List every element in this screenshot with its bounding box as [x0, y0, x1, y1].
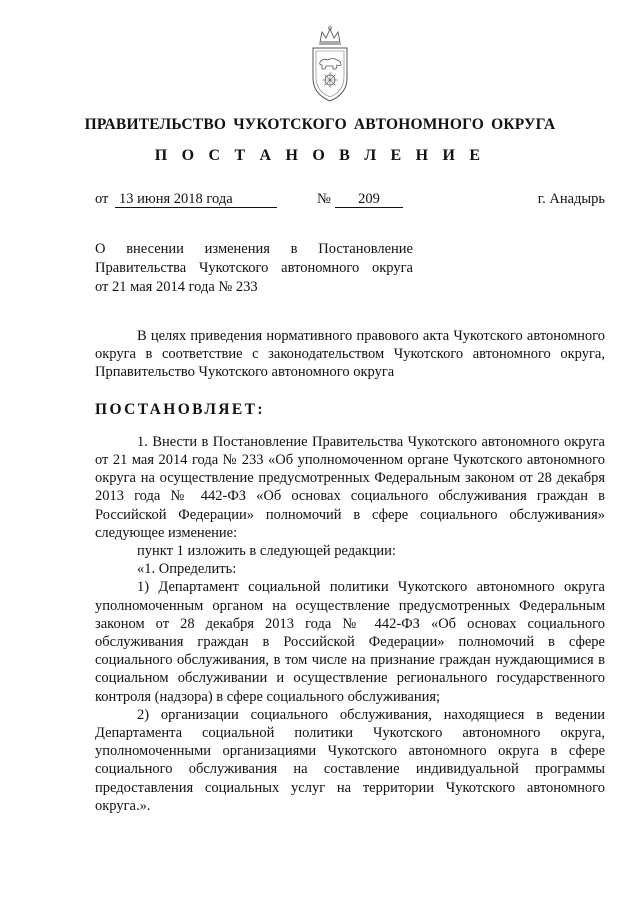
government-title: ПРАВИТЕЛЬСТВО ЧУКОТСКОГО АВТОНОМНОГО ОКРУГА	[84, 116, 556, 133]
document-type-title: П О С Т А Н О В Л Е Н И Е	[154, 147, 486, 164]
number-label: №	[317, 191, 331, 207]
coat-of-arms-emblem	[306, 22, 354, 106]
document-subject	[95, 240, 413, 297]
document-number: 209	[335, 191, 403, 208]
document-date: 13 июня 2018 года	[115, 191, 277, 208]
body-paragraph: «1. Определить:	[137, 561, 237, 578]
date-number-line	[95, 191, 605, 211]
date-from-label: от	[95, 191, 109, 207]
preamble-paragraph: В целях приведения нормативного правового акта Чукотского автономного округа в соответствие с законодательством Чукотского автономного округа, Прпавительство Чукотского автономного округа	[95, 328, 605, 381]
subject-line: от 21 мая 2014 года № 233	[95, 279, 258, 295]
subject-line: Правительства Чукотского автономного округа	[95, 260, 413, 276]
body-paragraph: 1. Внести в Постановление Правительства Чукотского автономного округа от 21 мая 2014 года № 233 «Об уполномоченном органе Чукотского автономного округа на осуществление предусмотренных Федеральным законом от 28 декабря 2013 года № 442-ФЗ «Об основах социального обслуживания граждан в Российской Федерации» полномочий в сфере социального обслуживания» следующее изменение:	[95, 433, 605, 541]
document-body	[95, 327, 605, 815]
body-paragraph: пункт 1 изложить в следующей редакции:	[137, 543, 396, 560]
body-paragraph: 1) Департамент социальной политики Чукотского автономного округа уполномоченным органом на осуществление предусмотренных Федеральным законом от 28 декабря 2013 года № 442-ФЗ «Об основах социального обслуживания граждан в Российской Федерации» полномочий в сфере социального обслуживания, в том числе на признание граждан нуждающимися в социальном обслуживании и осуществление регионального государственного контроля (надзора) в сфере социального обслуживания;	[95, 579, 605, 705]
subject-line: О внесении изменения в Постановление	[95, 241, 413, 257]
issue-city: г. Анадырь	[537, 191, 605, 207]
body-paragraph: 2) организации социального обслуживания, находящиеся в ведении Департамента социальной политики Чукотского автономного округа, уполномоченными организациями Чукотского автономного округа в сфере социального обслуживания на составление индивидуальной программы предоставления социальных услуг на территории Чукотского автономного округа.».	[95, 706, 605, 814]
decree-heading: ПОСТАНОВЛЯЕТ:	[95, 400, 265, 418]
